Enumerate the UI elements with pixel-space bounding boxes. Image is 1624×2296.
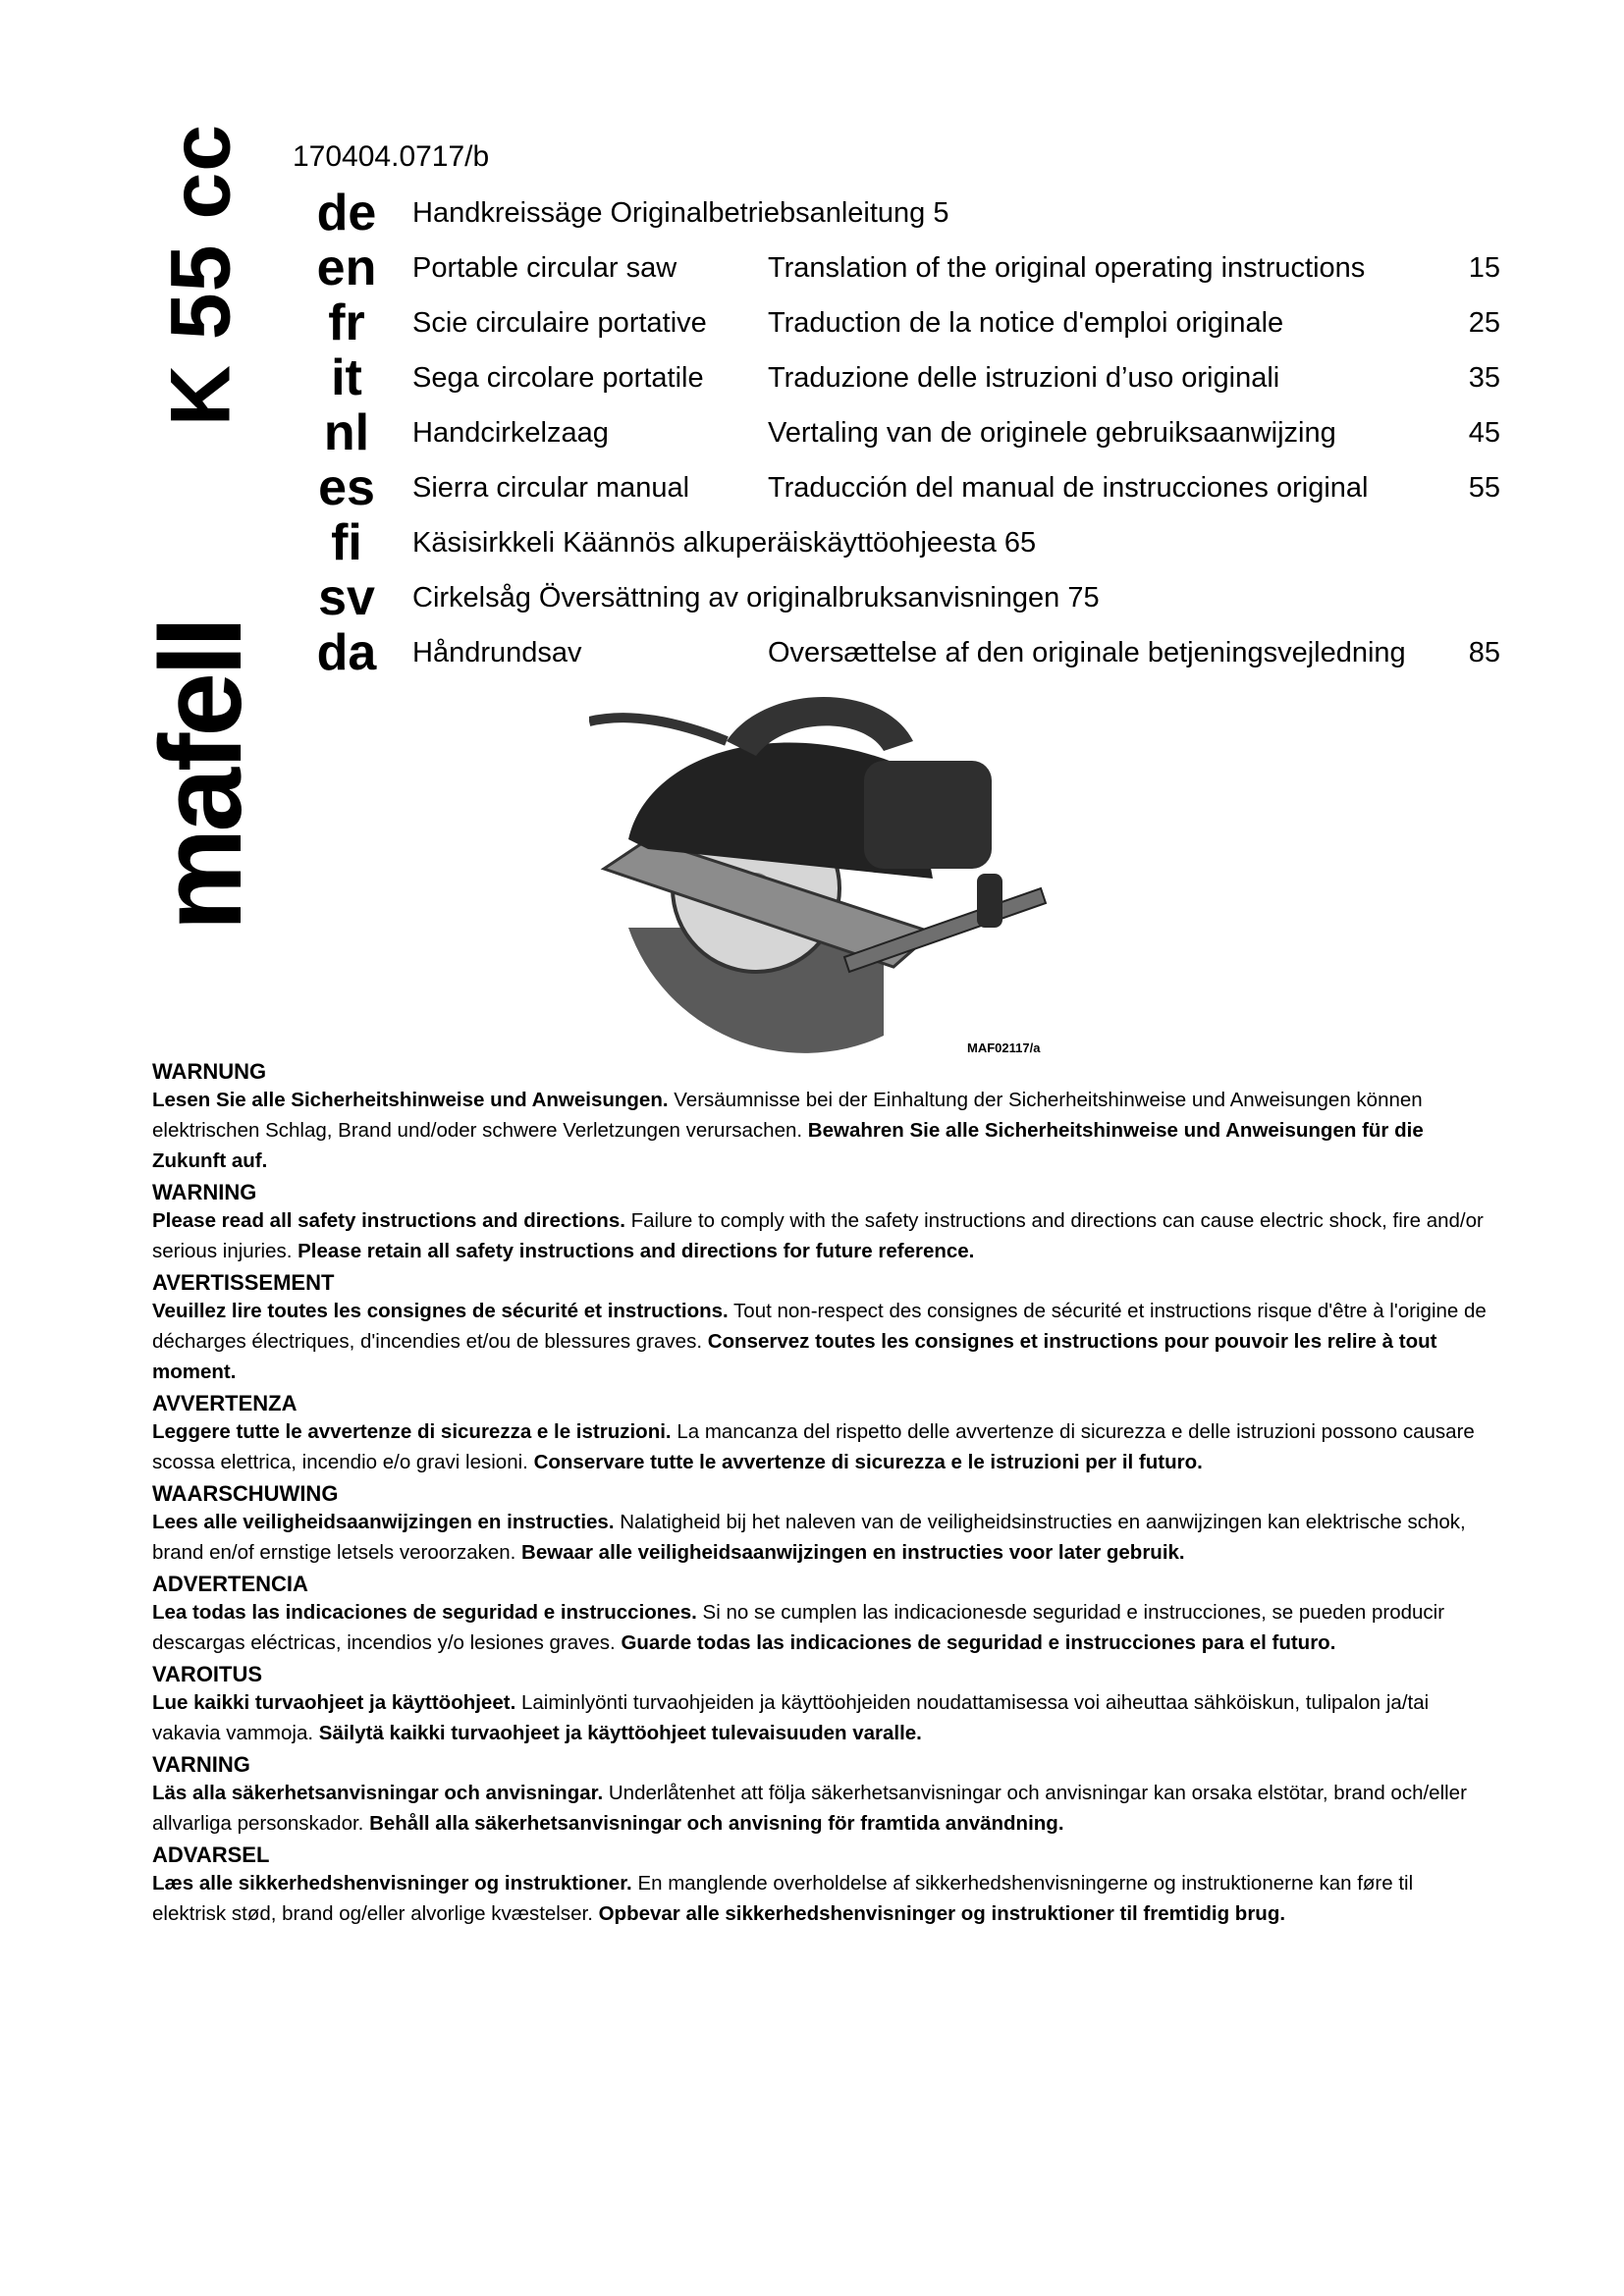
warning-plain: Failure to comply with the safety instructions and directions can cause electric shock, fire and/or serious injuries. xyxy=(152,1209,1484,1262)
warning-block-de xyxy=(152,1059,1488,1176)
language-row-sv xyxy=(293,569,1500,631)
warning-bold-tail: Opbevar alle sikkerhedshenvisninger og instruktioner til fremtidig brug. xyxy=(598,1902,1286,1925)
language-title: Sega circolare portatile xyxy=(412,362,704,394)
cable xyxy=(589,718,727,741)
language-page: 15 xyxy=(1468,252,1500,284)
language-translation: Vertaling van de originele gebruiksaanwijzing xyxy=(768,417,1336,449)
language-code: es xyxy=(318,459,375,516)
language-row-it xyxy=(293,349,1500,411)
warning-bold-tail: Conservare tutte le avvertenze di sicurezza e le istruzioni per il futuro. xyxy=(533,1451,1203,1473)
warning-plain: Versäumnisse bei der Einhaltung der Sicherheitshinweise und Anweisungen können elektrischen Schlag, Brand und/oder schwere Verletzungen verursachen. xyxy=(152,1089,1423,1142)
warning-block-it xyxy=(152,1391,1488,1477)
warning-bold-lead: Veuillez lire toutes les consignes de sécurité et instructions. xyxy=(152,1300,729,1322)
warning-bold-lead: Lue kaikki turvaohjeet ja käyttöohjeet. xyxy=(152,1691,516,1714)
language-row-fi xyxy=(293,514,1500,576)
language-title: Cirkelsåg Översättning av originalbruksanvisningen 75 xyxy=(412,582,1100,614)
warning-heading: ADVARSEL xyxy=(152,1842,270,1867)
warning-bold-tail: Guarde todas las indicaciones de seguridad e instrucciones para el futuro. xyxy=(621,1631,1336,1654)
document-number: 170404.0717/b xyxy=(293,140,490,173)
warning-bold-tail: Behåll alla säkerhetsanvisningar och anvisning för framtida användning. xyxy=(369,1812,1064,1835)
language-page: 85 xyxy=(1468,637,1500,668)
language-title: Käsisirkkeli Käännös alkuperäiskäyttöohjeesta 65 xyxy=(412,527,1037,559)
warning-plain: Laiminlyönti turvaohjeiden ja käyttöohjeiden noudattamisessa voi aiheuttaa sähköiskun, tulipalon ja/tai vakavia vammoja. xyxy=(152,1691,1430,1744)
warning-heading: VAROITUS xyxy=(152,1662,263,1686)
language-translation: Oversættelse af den originale betjeningsvejledning xyxy=(768,637,1406,668)
warning-bold-lead: Læs alle sikkerhedshenvisninger og instruktioner. xyxy=(152,1872,632,1895)
warning-plain: Si no se cumplen las indicacionesde seguridad e instrucciones, se pueden producir descargas eléctricas, incendios y/o lesiones graves. xyxy=(152,1601,1445,1654)
warning-bold-lead: Leggere tutte le avvertenze di sicurezza e le istruzioni. xyxy=(152,1420,672,1443)
warning-plain: La mancanza del rispetto delle avvertenze di sicurezza e delle istruzioni possono causare scossa elettrica, incendio e/o gravi lesioni. xyxy=(152,1420,1475,1473)
circular-saw-illustration xyxy=(589,682,1051,1065)
language-row-fr xyxy=(293,294,1500,356)
language-code: da xyxy=(316,624,377,681)
warning-heading: WARNUNG xyxy=(152,1059,267,1084)
warning-heading: AVERTISSEMENT xyxy=(152,1270,335,1295)
warning-block-fi xyxy=(152,1662,1488,1748)
language-code: sv xyxy=(318,569,375,626)
warning-block-es xyxy=(152,1572,1488,1658)
warning-text xyxy=(152,1085,1488,1176)
model-text: K 55 cc xyxy=(153,123,248,427)
warning-bold-lead: Lees alle veiligheidsaanwijzingen en instructies. xyxy=(152,1511,615,1533)
language-page: 45 xyxy=(1468,417,1500,449)
image-code: MAF02117/a xyxy=(967,1041,1041,1055)
language-code: fi xyxy=(331,514,362,571)
language-title: Scie circulaire portative xyxy=(412,307,707,339)
warning-text xyxy=(152,1205,1488,1266)
language-translation: Traduction de la notice d'emploi originale xyxy=(768,307,1284,339)
warning-bold-lead: Läs alla säkerhetsanvisningar och anvisningar. xyxy=(152,1782,604,1804)
logo-text: mafell xyxy=(136,619,266,932)
warning-plain: Nalatigheid bij het naleven van de veiligheidsinstructies en aanwijzingen kan elektrische schok, brand en/of ernstige letsels veroorzaken. xyxy=(152,1511,1466,1564)
language-row-de xyxy=(293,185,1500,246)
language-row-es xyxy=(293,459,1500,521)
warning-plain: Underlåtenhet att följa säkerhetsanvisningar och anvisningar kan orsaka elstötar, brand och/eller allvarliga personskador. xyxy=(152,1782,1467,1835)
language-row-en xyxy=(293,240,1500,301)
language-list xyxy=(293,185,1500,686)
language-code: de xyxy=(316,185,377,241)
model-label xyxy=(147,123,255,427)
warning-heading: WARNING xyxy=(152,1180,257,1204)
warning-bold-tail: Bewaar alle veiligheidsaanwijzingen en instructies voor later gebruik. xyxy=(521,1541,1185,1564)
warning-bold-tail: Conservez toutes les consignes et instructions pour pouvoir les relire à tout moment. xyxy=(152,1330,1437,1383)
warning-text xyxy=(152,1597,1488,1658)
language-page: 55 xyxy=(1468,472,1500,504)
language-code: fr xyxy=(328,294,365,351)
warning-heading: ADVERTENCIA xyxy=(152,1572,308,1596)
warning-text xyxy=(152,1687,1488,1748)
warning-heading: VARNING xyxy=(152,1752,250,1777)
language-translation: Translation of the original operating instructions xyxy=(768,252,1366,284)
safety-warnings xyxy=(152,1055,1488,1929)
warning-block-fr xyxy=(152,1270,1488,1387)
warning-block-da xyxy=(152,1842,1488,1929)
language-row-da xyxy=(293,624,1500,686)
front-knob xyxy=(977,874,1002,928)
warning-block-nl xyxy=(152,1481,1488,1568)
warning-text xyxy=(152,1868,1488,1929)
warning-block-en xyxy=(152,1180,1488,1266)
language-code: nl xyxy=(323,404,370,461)
warning-block-sv xyxy=(152,1752,1488,1839)
warning-plain: En manglende overholdelse af sikkerhedshenvisningerne og instruktionerne kan føre til elektrisk stød, brand og/eller alvorlige kvæstelser. xyxy=(152,1872,1414,1925)
warning-bold-lead: Lesen Sie alle Sicherheitshinweise und Anweisungen. xyxy=(152,1089,669,1111)
language-page: 35 xyxy=(1468,362,1500,394)
warning-plain: Tout non-respect des consignes de sécurité et instructions risque d'être à l'origine de décharges électriques, d'incendies et/ou de blessures graves. xyxy=(152,1300,1487,1353)
mafell-logo xyxy=(136,614,266,937)
warning-heading: WAARSCHUWING xyxy=(152,1481,339,1506)
warning-text xyxy=(152,1778,1488,1839)
warning-heading: AVVERTENZA xyxy=(152,1391,298,1415)
language-code: it xyxy=(331,349,362,406)
language-code: en xyxy=(316,240,377,296)
warning-bold-tail: Bewahren Sie alle Sicherheitshinweise und Anweisungen für die Zukunft auf. xyxy=(152,1119,1424,1172)
warning-text xyxy=(152,1416,1488,1477)
warning-bold-tail: Säilytä kaikki turvaohjeet ja käyttöohjeet tulevaisuuden varalle. xyxy=(318,1722,922,1744)
language-title: Sierra circular manual xyxy=(412,472,690,504)
warning-bold-tail: Please retain all safety instructions and directions for future reference. xyxy=(298,1240,975,1262)
warning-text xyxy=(152,1507,1488,1568)
language-title: Håndrundsav xyxy=(412,637,582,668)
language-row-nl xyxy=(293,404,1500,466)
warning-bold-lead: Lea todas las indicaciones de seguridad e instrucciones. xyxy=(152,1601,697,1624)
language-translation: Traduzione delle istruzioni d’uso originali xyxy=(768,362,1280,394)
language-title: Handkreissäge Originalbetriebsanleitung 5 xyxy=(412,197,949,229)
warning-text xyxy=(152,1296,1488,1387)
language-translation: Traducción del manual de instrucciones original xyxy=(768,472,1369,504)
motor-housing xyxy=(864,761,992,869)
language-title: Portable circular saw xyxy=(412,252,677,284)
language-title: Handcirkelzaag xyxy=(412,417,609,449)
language-page: 25 xyxy=(1468,307,1500,339)
warning-bold-lead: Please read all safety instructions and directions. xyxy=(152,1209,625,1232)
